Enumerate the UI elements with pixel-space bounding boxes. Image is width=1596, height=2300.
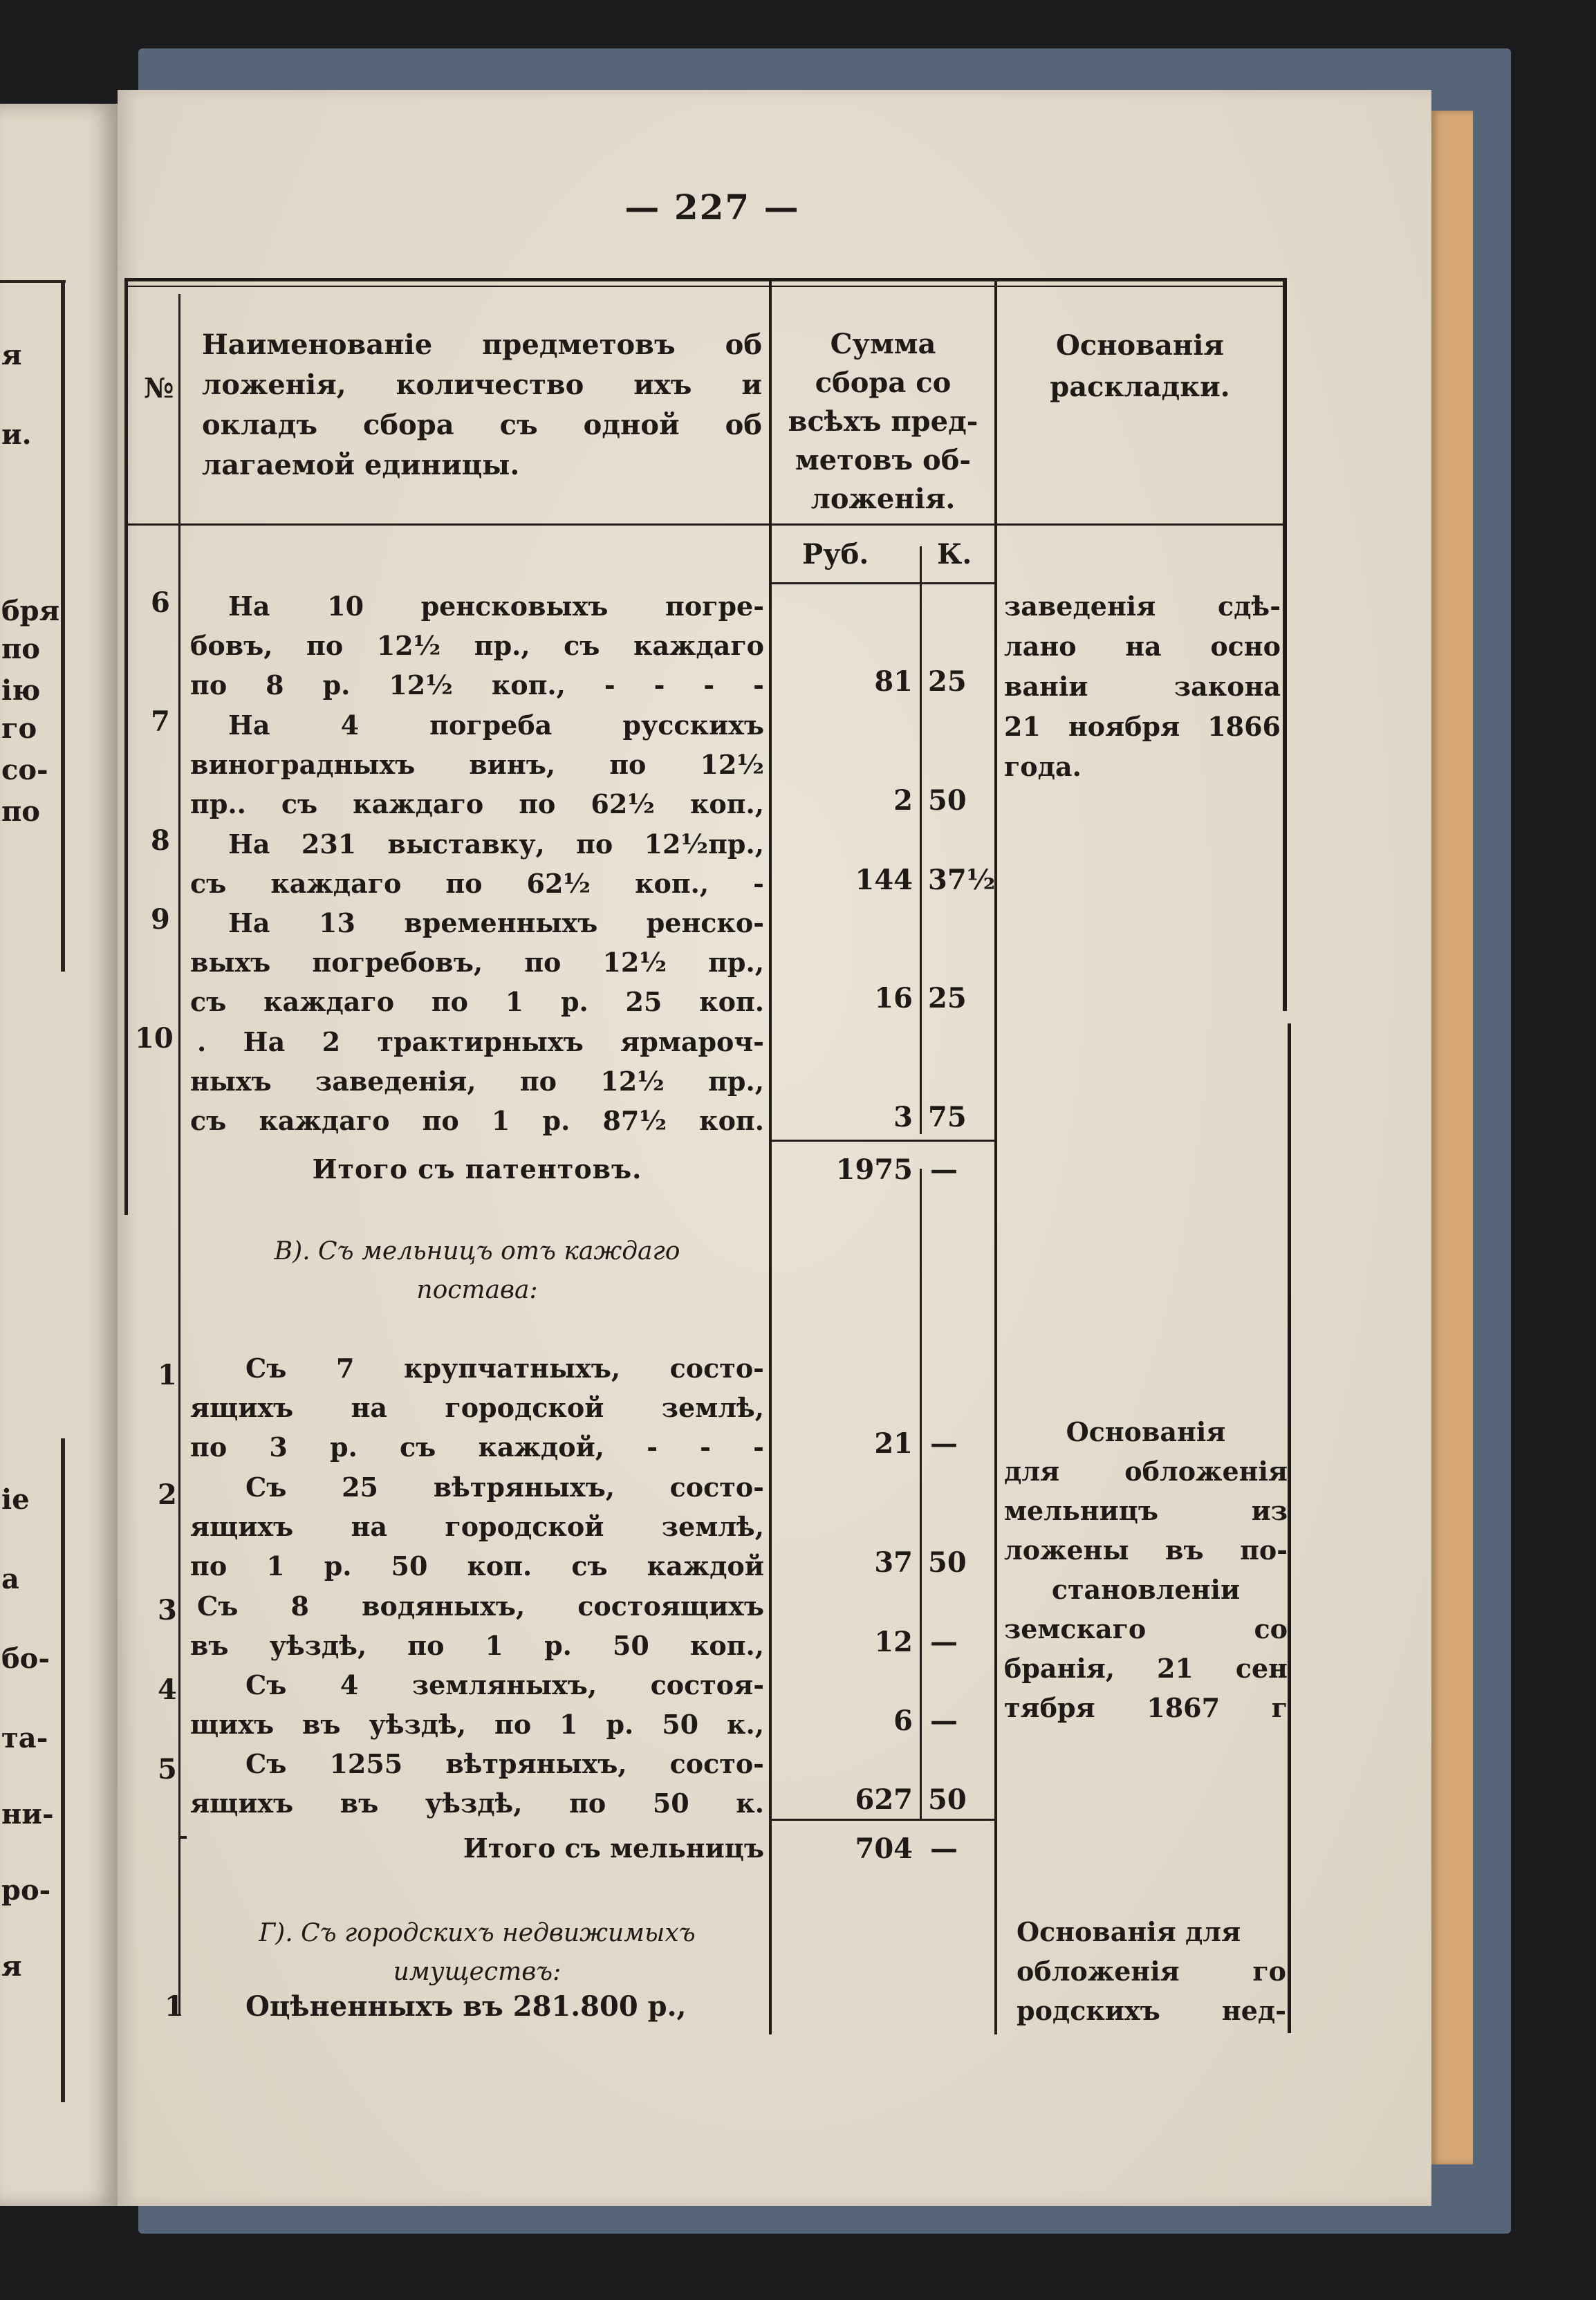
row-line: выхъ погребовъ, по 12½ пр., [190, 947, 764, 978]
header-name-line: Наименованіе предметовъ об [202, 328, 762, 361]
basis-line: года. [1004, 751, 1082, 782]
section-heading-line: имуществъ: [393, 1958, 562, 1986]
row-line: пр.. съ каждаго по 62½ коп., [190, 788, 764, 819]
row-kop: 50 [928, 784, 967, 817]
section-c-heading [187, 1914, 768, 1992]
row-rub: 37 [874, 1546, 913, 1579]
left-page-column-line [61, 1438, 65, 2102]
row-line: . На 2 трактирныхъ ярмароч- [197, 1026, 764, 1057]
rub-kop-rule [772, 582, 994, 584]
row-line: съ каждаго по 1 р. 87½ коп. [190, 1105, 764, 1136]
row-text [190, 824, 764, 903]
left-fragment: я [1, 339, 22, 371]
row-rub: 627 [855, 1783, 913, 1816]
basis-line: становленіи [1051, 1574, 1241, 1605]
left-page-rule [0, 280, 66, 283]
column-divider-sum [994, 278, 997, 2034]
left-fragment: ію [1, 674, 41, 707]
row-rub: 2 [893, 784, 913, 817]
row-rub: 144 [855, 864, 913, 896]
total-kop: — [930, 1153, 958, 1186]
basis-line: бранія, 21 сен [1004, 1653, 1288, 1684]
basis-line: для обложенія [1004, 1456, 1288, 1487]
row-line: съ каждаго по 1 р. 25 коп. [190, 986, 764, 1017]
row-line: На 10 ренсковыхъ погре- [228, 591, 764, 622]
basis-line: тября 1867 г [1004, 1692, 1288, 1723]
basis-line: ложены въ по- [1004, 1534, 1288, 1566]
left-fragment: го [1, 712, 37, 745]
row-kop: 25 [928, 982, 967, 1014]
row-kop: 75 [928, 1101, 967, 1133]
row-number: 4 [158, 1673, 177, 1706]
row-number: 6 [151, 586, 170, 619]
total-rule [772, 1140, 994, 1142]
row-kop: 50 [928, 1783, 967, 1816]
basis-line: заведенія сдѣ- [1004, 591, 1281, 622]
row-line: съ каждаго по 62½ коп., - [190, 868, 764, 899]
row-text [190, 1744, 764, 1823]
row-kop: — [930, 1626, 958, 1658]
row-number: 1 [158, 1359, 177, 1391]
section-heading-line: Г). Съ городскихъ недвижимыхъ [259, 1919, 696, 1947]
section-heading-line: постава: [416, 1276, 538, 1304]
row-text [190, 1348, 764, 1467]
left-fragment: со- [1, 754, 48, 786]
row-text [190, 1586, 764, 1665]
header-no: № [144, 372, 174, 405]
basis-line: земскаго со [1004, 1613, 1288, 1644]
row-rub: 12 [874, 1626, 913, 1658]
header-name [202, 325, 762, 485]
table-top-rule [124, 286, 1286, 287]
row-number: 5 [158, 1753, 177, 1786]
row-number: 1 [165, 1990, 184, 2023]
left-fragment: ни- [1, 1798, 54, 1830]
row-kop: 50 [928, 1546, 967, 1579]
basis-line: лано на осно [1004, 631, 1281, 662]
row-line: ящихъ въ уѣздѣ, по 50 к. [190, 1788, 764, 1819]
row-line: по 3 р. съ каждой, - - - [190, 1431, 764, 1463]
row-text [190, 1665, 764, 1744]
row-kop: 37½ [928, 864, 996, 896]
row-text [190, 1022, 764, 1140]
row-line: Съ 8 водяныхъ, состоящихъ [197, 1590, 764, 1622]
row-text [190, 586, 764, 705]
basis-line: ваніи закона [1004, 671, 1281, 702]
row-line: по 1 р. 50 коп. съ каждой [190, 1550, 764, 1582]
row-kop: 25 [928, 665, 967, 698]
row-number: 7 [151, 705, 170, 738]
total-rub: 704 [855, 1833, 913, 1865]
row-line: На 231 выставку, по 12½пр., [228, 828, 764, 860]
column-divider-no [178, 294, 180, 2016]
total-label: Итого съ мельницъ [463, 1833, 764, 1864]
header-basis-line: раскладки. [1050, 371, 1230, 403]
left-fragment: ро- [1, 1874, 51, 1907]
left-fragment: по [1, 633, 40, 665]
basis-line: мельницъ из [1004, 1495, 1288, 1526]
row-kop: — [930, 1705, 958, 1737]
row-line: Съ 4 земляныхъ, состоя- [245, 1669, 764, 1700]
total-rub: 1975 [835, 1153, 913, 1186]
basis-a [1004, 586, 1281, 787]
row-line: виноградныхъ винъ, по 12½ [190, 749, 764, 780]
left-fragment: іе [1, 1483, 30, 1516]
row-number: 10 [135, 1022, 174, 1055]
left-fragment: бо- [1, 1642, 50, 1675]
header-sum-line: метовъ об- [795, 444, 972, 476]
header-sum-line: ложенія. [810, 483, 956, 515]
basis-line: Основанія для [1017, 1916, 1241, 1947]
section-b-heading [187, 1232, 768, 1310]
basis-line: 21 ноября 1866 [1004, 711, 1281, 742]
row-line: На 4 погреба русскихъ [228, 710, 764, 741]
row-line: Съ 7 крупчатныхъ, состо- [245, 1353, 764, 1384]
table-right-border [1283, 278, 1287, 1011]
header-rule [124, 523, 1286, 526]
row-line: На 13 временныхъ ренско- [228, 907, 764, 938]
row-text: Оцѣненныхъ въ 281.800 р., [245, 1990, 687, 2023]
page-edge [1431, 111, 1473, 2164]
row-rub: 3 [893, 1101, 913, 1133]
section-heading-line: В). Съ мельницъ отъ каждаго [274, 1237, 680, 1265]
row-rub: 16 [874, 982, 913, 1014]
row-text [190, 903, 764, 1021]
left-page-column-line [61, 280, 65, 972]
column-divider-rub-kop [920, 1169, 922, 1819]
total-kop: — [930, 1833, 958, 1865]
header-kop: К. [937, 538, 972, 571]
column-divider-rub-kop [920, 546, 922, 1134]
header-sum-line: сбора со [815, 367, 952, 399]
left-fragment: я [1, 1950, 22, 1983]
row-line: Съ 25 вѣтряныхъ, состо- [245, 1472, 764, 1503]
basis-line: Основанія [1066, 1416, 1226, 1447]
row-number: 2 [158, 1478, 177, 1511]
row-line: въ уѣздѣ, по 1 р. 50 коп., [190, 1630, 764, 1661]
row-line: щихъ въ уѣздѣ, по 1 р. 50 к., [190, 1709, 764, 1740]
row-text [190, 705, 764, 824]
basis-line: обложенія го [1017, 1956, 1286, 1987]
header-name-line: ложенія, количество ихъ и [202, 369, 762, 401]
left-fragment: та- [1, 1722, 48, 1754]
row-line: ныхъ заведенія, по 12½ пр., [190, 1066, 764, 1097]
total-label: Итого съ патентовъ. [312, 1153, 642, 1185]
basis-line: родскихъ нед- [1017, 1995, 1286, 2026]
table-right-border [1288, 1023, 1291, 2033]
column-divider-name [769, 278, 772, 2034]
row-number: 9 [151, 903, 170, 936]
row-number: 3 [158, 1594, 177, 1626]
header-basis-line: Основанія [1056, 329, 1224, 362]
row-kop: — [930, 1427, 958, 1460]
row-line: ящихъ на городской землѣ, [190, 1511, 764, 1542]
header-name-line: окладъ сбора съ одной об [202, 409, 762, 441]
row-text [190, 1467, 764, 1586]
row-line: Съ 1255 вѣтряныхъ, состо- [245, 1748, 764, 1779]
header-basis [997, 325, 1283, 408]
table-top-rule [124, 278, 1286, 281]
basis-b [1004, 1412, 1288, 1727]
row-rub: 81 [874, 665, 913, 698]
header-sum [772, 325, 994, 519]
header-rub: Руб. [802, 538, 869, 571]
page-number: — 227 — [624, 187, 800, 228]
left-fragment: а [1, 1563, 19, 1595]
row-rule [178, 1836, 187, 1839]
header-sum-line: Сумма [830, 328, 936, 360]
row-line: бовъ, по 12½ пр., съ каждаго [190, 630, 764, 661]
header-name-line: лагаемой единицы. [202, 449, 520, 481]
row-line: по 8 р. 12½ коп., - - - - [190, 669, 764, 701]
row-rub: 21 [874, 1427, 913, 1460]
left-fragment: по [1, 795, 40, 828]
basis-c [1017, 1912, 1286, 2030]
total-rule [772, 1819, 994, 1821]
left-fragment: бря [1, 595, 60, 627]
row-number: 8 [151, 824, 170, 857]
row-rub: 6 [893, 1705, 913, 1737]
left-fragment: и. [1, 418, 32, 451]
table-left-border [124, 278, 128, 1215]
header-sum-line: всѣхъ пред- [788, 405, 978, 438]
row-line: ящихъ на городской землѣ, [190, 1392, 764, 1423]
